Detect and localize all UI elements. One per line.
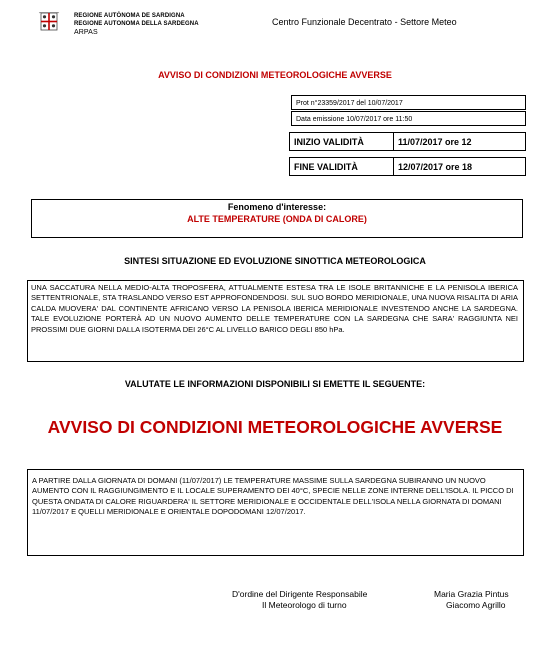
phenomenon-value: ALTE TEMPERATURE (ONDA DI CALORE) [187,214,367,224]
validity-end-label: FINE VALIDITÀ [290,158,394,176]
emission-date: Data emissione 10/07/2017 ore 11:50 [291,111,526,126]
phenomenon-box [31,199,523,238]
validity-start-value: 11/07/2017 ore 12 [394,133,526,151]
document-title: AVVISO DI CONDIZIONI METEOROLOGICHE AVVERSE [158,70,392,80]
meteorologist-name: Giacomo Agrillo [446,600,506,610]
centro-funzionale-label: Centro Funzionale Decentrato - Settore Meteo [272,17,457,27]
warning-box [27,469,524,556]
region-name-sardinian: REGIONE AUTÒNOMA DE SARDIGNA [74,13,185,19]
validity-start-label: INIZIO VALIDITÀ [290,133,394,151]
meteorologist-role: Il Meteorologo di turno [262,600,347,610]
region-name-italian: REGIONE AUTONOMA DELLA SARDEGNA [74,21,199,27]
assessment-statement: VALUTATE LE INFORMAZIONI DISPONIBILI SI EMETTE IL SEGUENTE: [124,379,426,389]
synthesis-box [27,280,524,362]
protocol-number: Prot n°23359/2017 del 10/07/2017 [291,95,526,110]
synthesis-text: UNA SACCATURA NELLA MEDIO-ALTA TROPOSFERA, ATTUALMENTE ESTESA TRA LE ISOLE BRITANNICHE E LA PENISOLA IBERICA SETTENTRIONALE, STA TRASLANDO VERSO EST APPROFONDENDOSI. SUL SUO BORDO MERIDIONALE, UNA NUOVA RISALITA DI ARIA CALDA MUOVERA' DAL CONTINENTE AFRICANO VERSO LA PENISOLA IBERICA MERIDIONALE INVESTENDO ANCHE LA SARDEGNA. TALE EVOLUZIONE PORTERÀ AD UN NUOVO AUMENTO DELLE TEMPERATURE CON LA SARDEGNA CHE SARA' RAGGIUNTA NEI PROSSIMI DUE GIORNI DALLA ISOTERMA DEI 26°C AL LIVELLO BARICO DEGLI 850 hPa. [31,283,518,334]
sardinia-coat-of-arms-icon [38,12,60,32]
director-name: Maria Grazia Pintus [434,589,509,599]
phenomenon-label: Fenomeno d'interesse: [227,202,327,212]
validity-start-table [289,132,526,151]
validity-end-value: 12/07/2017 ore 18 [394,158,526,176]
agency-name: ARPAS [74,29,98,36]
validity-end-table [289,157,526,176]
synthesis-title: SINTESI SITUAZIONE ED EVOLUZIONE SINOTTICA METEOROLOGICA [124,256,426,266]
director-role: D'ordine del Dirigente Responsabile [232,589,368,599]
warning-text: A PARTIRE DALLA GIORNATA DI DOMANI (11/07/2017) LE TEMPERATURE MASSIME SULLA SARDEGNA SUBIRANNO UN NUOVO AUMENTO CON IL RAGGIUNGIMENTO E IL LOCALE SUPERAMENTO DEI 40°C, SPECIE NELLE ZONE INTERNE DELL'ISOLA. IL PICCO DI QUESTA ONDATA DI CALORE RIGUARDERA' IL SETTORE MERIDIONALE E OCCIDENTALE DELL'ISOLA NELLA GIORNATA DI DOMANI 11/07/2017 E QUELLI MERIDIONALE E ORIENTALE DOPODOMANI 12/07/2017. [32,476,514,517]
warning-title: AVVISO DI CONDIZIONI METEOROLOGICHE AVVERSE [47,417,503,437]
